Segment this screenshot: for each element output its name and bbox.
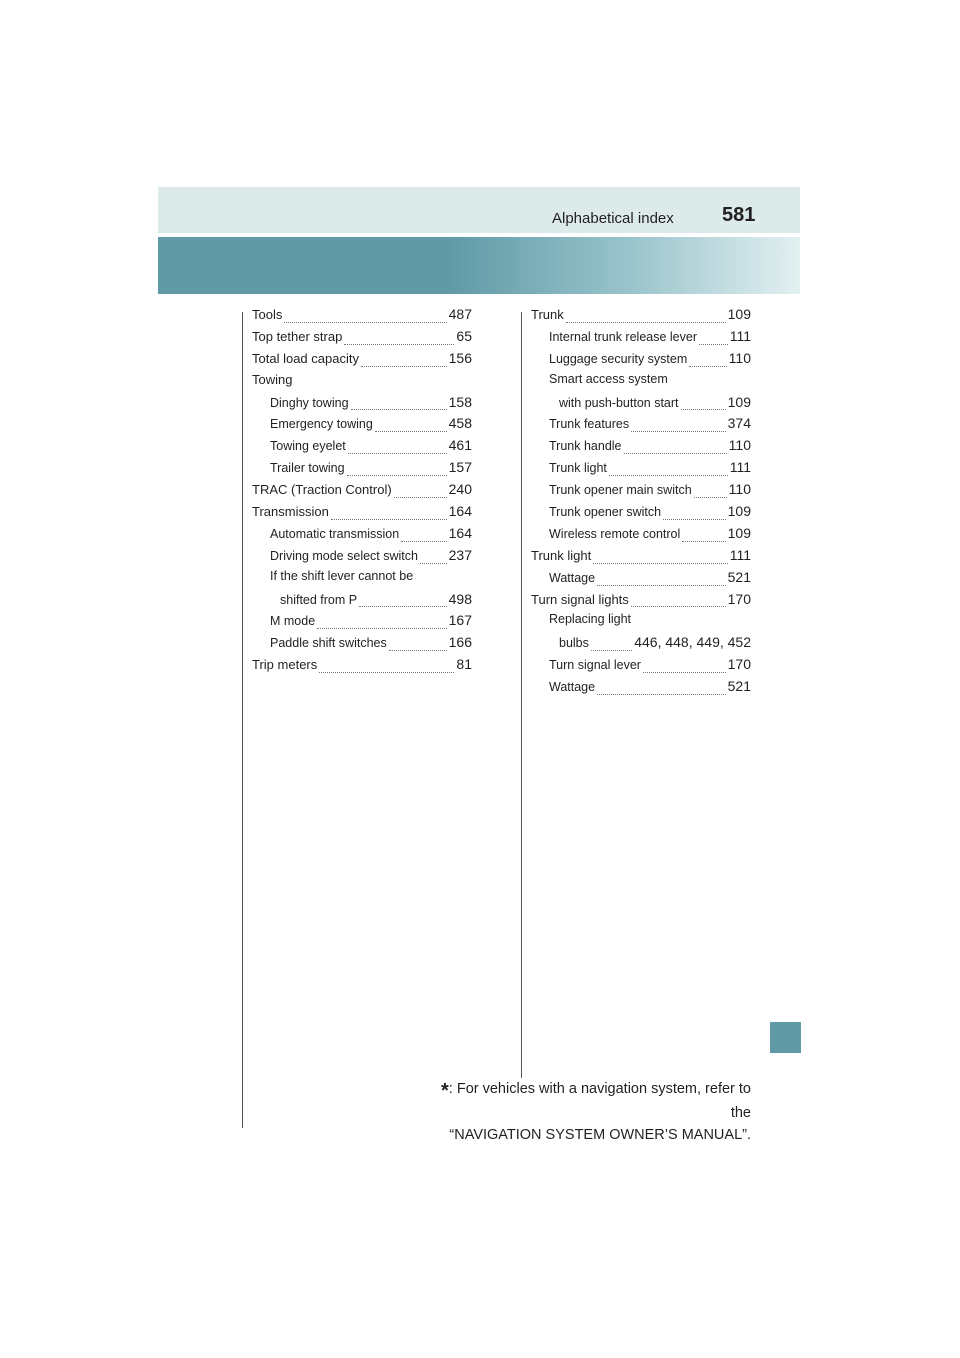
dot-leader xyxy=(663,518,726,520)
footnote xyxy=(420,1078,751,1146)
index-entry-page: 521 xyxy=(727,678,751,695)
dot-leader xyxy=(361,365,447,367)
index-entry xyxy=(252,415,472,437)
index-entry-page: 166 xyxy=(448,634,472,651)
index-entry-page: 487 xyxy=(448,306,472,322)
index-entry xyxy=(531,415,751,437)
dot-leader xyxy=(389,649,447,651)
index-entry-label: Paddle shift switches xyxy=(270,636,387,651)
dot-leader xyxy=(394,496,447,498)
dot-leader xyxy=(593,562,728,564)
index-entry-page: 110 xyxy=(728,481,751,498)
index-entry-label: Transmission xyxy=(252,504,329,520)
index-entry-label: M mode xyxy=(270,614,316,629)
index-entry xyxy=(252,459,472,481)
footnote-line-2: “NAVIGATION SYSTEM OWNER’S MANUAL”. xyxy=(449,1127,751,1143)
index-entry xyxy=(531,350,751,372)
dot-leader xyxy=(401,540,446,542)
index-entry-page: 446, 448, 449, 452 xyxy=(634,634,751,651)
index-entry xyxy=(252,547,472,569)
index-entry-page: 157 xyxy=(448,459,472,476)
header-gradient-bar xyxy=(158,237,800,294)
index-entry-label: Turn signal lights xyxy=(531,591,629,607)
index-entry-page: 111 xyxy=(729,327,751,344)
index-column-left xyxy=(252,306,472,678)
dot-leader xyxy=(348,452,447,454)
dot-leader xyxy=(284,321,446,323)
header-band xyxy=(158,187,800,233)
index-entry-page: 498 xyxy=(448,590,472,607)
index-entry xyxy=(531,481,751,503)
dot-leader xyxy=(609,474,728,476)
index-entry-label: Tools xyxy=(252,307,283,322)
index-entry xyxy=(531,503,751,525)
dot-leader xyxy=(681,408,726,410)
dot-leader xyxy=(624,452,727,454)
index-entry-page: 110 xyxy=(728,437,751,454)
dot-leader xyxy=(643,671,726,673)
index-entry xyxy=(252,328,472,350)
page-number: 581 xyxy=(722,204,756,226)
index-entry-label: Internal trunk release lever xyxy=(549,329,697,344)
index-entry-label: with push-button start xyxy=(559,395,679,410)
index-entry-label: Trunk opener switch xyxy=(549,505,662,520)
index-entry-page: 109 xyxy=(727,503,751,520)
dot-leader xyxy=(347,474,447,476)
dot-leader xyxy=(699,343,728,345)
index-entry-page: 65 xyxy=(456,327,472,344)
index-entry-page: 158 xyxy=(448,393,472,410)
column-divider xyxy=(521,312,522,1078)
index-entry-page: 109 xyxy=(727,393,751,410)
dot-leader xyxy=(689,365,726,367)
dot-leader xyxy=(591,649,632,651)
index-entry xyxy=(252,656,472,678)
index-entry xyxy=(252,634,472,656)
index-entry xyxy=(531,306,751,328)
index-entry xyxy=(531,547,751,569)
index-entry xyxy=(252,481,472,503)
index-entry-label: Dinghy towing xyxy=(270,395,349,410)
index-entry-label: Total load capacity xyxy=(252,350,359,366)
index-entry-label: Trunk handle xyxy=(549,439,622,454)
index-entry-page: 458 xyxy=(448,415,472,432)
dot-leader xyxy=(566,321,726,323)
index-entry-label: Trunk xyxy=(531,307,564,322)
index-entry-page: 81 xyxy=(456,656,472,673)
index-entry xyxy=(252,306,472,328)
footnote-line-1 xyxy=(420,1078,751,1124)
index-entry-label: Trunk features xyxy=(549,417,630,432)
footnote-text-1: : For vehicles with a navigation system, refer to the xyxy=(448,1081,751,1121)
page-title: Alphabetical index xyxy=(552,210,674,227)
index-entry xyxy=(531,394,751,416)
dot-leader xyxy=(597,693,726,695)
index-entry-label: Luggage security system xyxy=(549,351,688,366)
index-entry-page: 237 xyxy=(448,546,472,563)
index-entry xyxy=(252,525,472,547)
index-entry-label: Wattage xyxy=(549,680,596,695)
index-entry-label: If the shift lever cannot be xyxy=(270,568,414,583)
index-entry xyxy=(252,503,472,525)
dot-leader xyxy=(597,584,726,586)
index-entry-label: Towing eyelet xyxy=(270,439,346,454)
index-entry-label: Driving mode select switch xyxy=(270,548,418,563)
index-entry-label: Top tether strap xyxy=(252,328,343,344)
index-entry-label: Replacing light xyxy=(549,612,631,627)
index-entry xyxy=(252,350,472,372)
index-entry xyxy=(252,591,472,613)
index-entry-page: 164 xyxy=(448,524,472,541)
index-entry-page: 170 xyxy=(727,590,751,607)
index-entry xyxy=(531,678,751,700)
index-entry-label: Trunk light xyxy=(531,547,592,563)
index-entry-label: Towing xyxy=(252,371,293,387)
index-entry-label: Turn signal lever xyxy=(549,658,641,673)
index-entry xyxy=(531,612,751,634)
index-entry-label: Trailer towing xyxy=(270,461,345,476)
index-entry xyxy=(252,612,472,634)
index-entry-page: 111 xyxy=(729,459,751,476)
index-entry-page: 521 xyxy=(727,568,751,585)
index-entry xyxy=(531,634,751,656)
dot-leader xyxy=(317,627,446,629)
section-tab-marker xyxy=(770,1022,801,1053)
index-entry xyxy=(531,372,751,394)
dot-leader xyxy=(420,562,447,564)
index-column-right xyxy=(531,306,751,700)
index-entry-page: 110 xyxy=(728,349,751,366)
dot-leader xyxy=(359,605,447,607)
index-entry-page: 167 xyxy=(448,612,472,629)
index-entry-label: Trunk opener main switch xyxy=(549,483,692,498)
index-entry-page: 164 xyxy=(448,503,472,520)
index-entry xyxy=(252,372,472,394)
index-entry-label: TRAC (Traction Control) xyxy=(252,482,392,498)
dot-leader xyxy=(351,408,447,410)
index-entry-label: Trunk light xyxy=(549,461,607,476)
index-entry xyxy=(252,394,472,416)
index-entry-page: 109 xyxy=(727,306,751,322)
left-margin-rule xyxy=(242,312,243,1128)
index-entry-label: Wireless remote control xyxy=(549,526,681,541)
index-entry-page: 170 xyxy=(727,656,751,673)
index-entry-label: Automatic transmission xyxy=(270,526,400,541)
index-entry xyxy=(531,569,751,591)
asterisk-mark: * xyxy=(440,1080,449,1102)
dot-leader xyxy=(331,518,447,520)
index-entry-label: bulbs xyxy=(559,636,589,651)
index-entry xyxy=(531,459,751,481)
dot-leader xyxy=(375,430,447,432)
index-entry-page: 156 xyxy=(448,349,472,366)
index-entry-page: 240 xyxy=(448,481,472,498)
index-entry xyxy=(531,437,751,459)
dot-leader xyxy=(319,671,454,673)
dot-leader xyxy=(682,540,725,542)
index-entry-label: shifted from P xyxy=(280,592,358,607)
index-entry xyxy=(252,569,472,591)
index-entry xyxy=(252,437,472,459)
dot-leader xyxy=(694,496,727,498)
index-entry-label: Wattage xyxy=(549,570,596,585)
index-entry xyxy=(531,591,751,613)
dot-leader xyxy=(631,605,726,607)
index-entry-label: Trip meters xyxy=(252,657,318,673)
index-entry xyxy=(531,525,751,547)
index-entry-label: Emergency towing xyxy=(270,417,373,432)
index-entry-page: 111 xyxy=(729,546,751,563)
dot-leader xyxy=(631,430,726,432)
index-entry xyxy=(531,328,751,350)
index-entry-label: Smart access system xyxy=(549,371,668,386)
index-entry xyxy=(531,656,751,678)
dot-leader xyxy=(344,343,454,345)
index-entry-page: 109 xyxy=(727,524,751,541)
index-entry-page: 374 xyxy=(727,415,751,432)
index-entry-page: 461 xyxy=(448,437,472,454)
